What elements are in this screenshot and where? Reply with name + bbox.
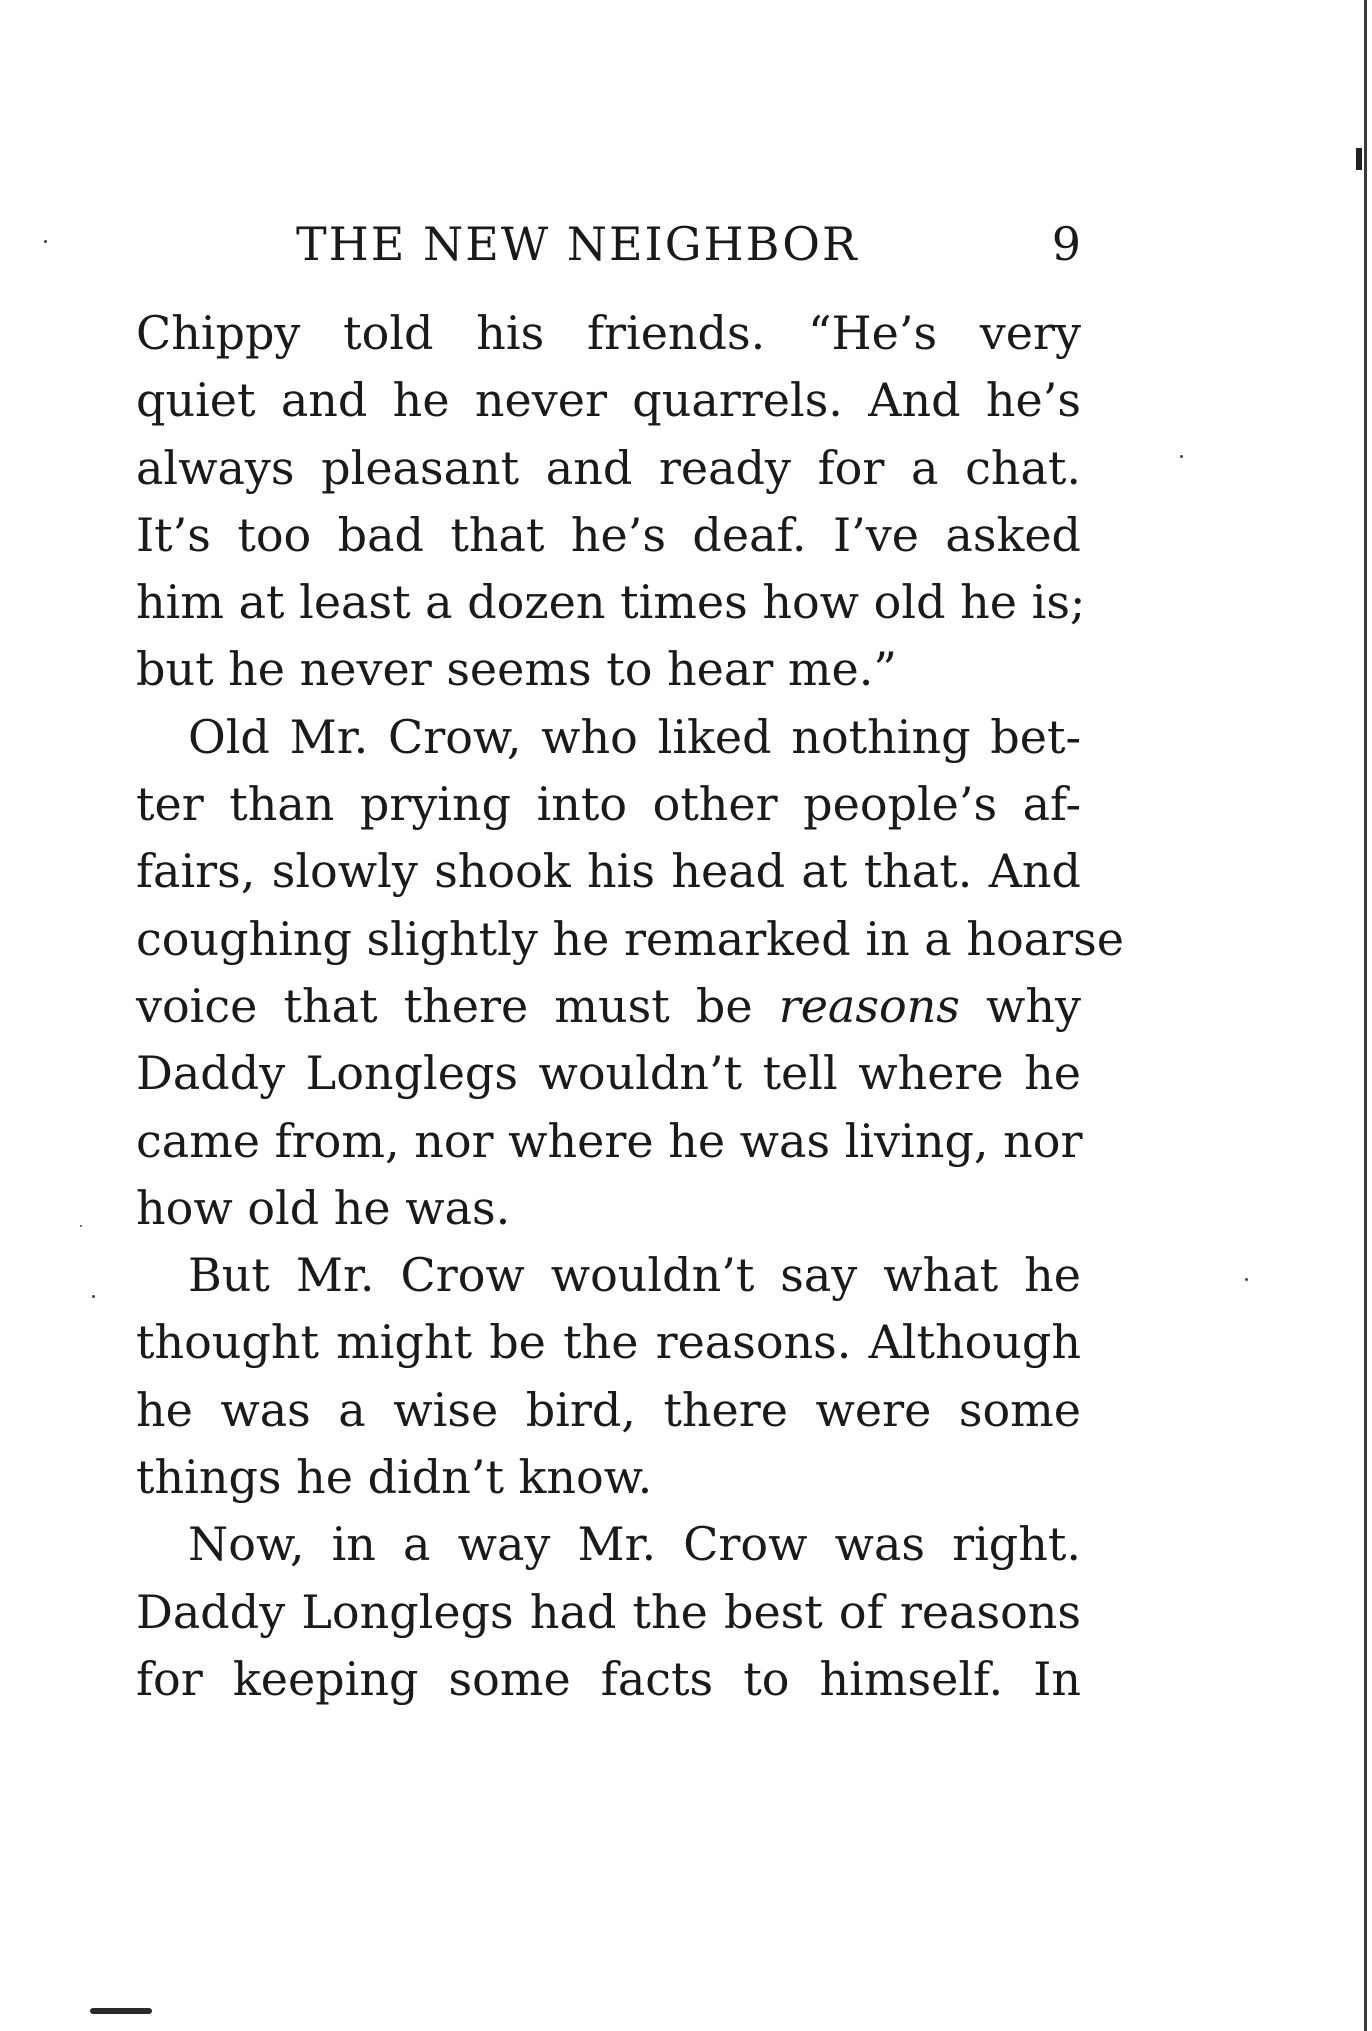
body-text	[136, 300, 1124, 1713]
print-speck	[44, 240, 47, 243]
print-speck	[92, 1295, 95, 1298]
text-line: Now, in a way Mr. Crow was right.	[188, 1517, 1081, 1572]
text-line: Old Mr. Crow, who liked nothing bet-	[188, 709, 1081, 764]
text-line: he was a wise bird, there were some	[136, 1382, 1081, 1437]
text-line: things he didn’t know.	[136, 1450, 653, 1505]
text-line: It’s too bad that he’s deaf. I’ve asked	[136, 507, 1081, 562]
print-speck	[1180, 455, 1183, 458]
text-line: quiet and he never quarrels. And he’s	[136, 373, 1081, 428]
text-line: him at least a dozen times how old he is;	[136, 575, 1086, 630]
print-speck	[80, 1225, 82, 1227]
text-line: for keeping some facts to himself. In	[136, 1651, 1081, 1706]
italic-word: reasons	[778, 978, 960, 1033]
text-line: but he never seems to hear me.”	[136, 642, 897, 697]
text-line: came from, nor where he was living, nor	[136, 1113, 1083, 1168]
print-speck	[1245, 1278, 1248, 1281]
text-line: But Mr. Crow wouldn’t say what he	[188, 1248, 1081, 1303]
text-line: ter than prying into other people’s af-	[136, 777, 1081, 832]
text-line: coughing slightly he remarked in a hoarse	[136, 911, 1124, 966]
text-line: always pleasant and ready for a chat.	[136, 440, 1081, 495]
print-smudge	[90, 2008, 152, 2014]
text-line: fairs, slowly shook his head at that. And	[136, 844, 1081, 899]
text-line: Chippy told his friends. “He’s very	[136, 306, 1081, 360]
text-segment: why	[959, 978, 1082, 1033]
edge-mark	[1356, 148, 1362, 170]
text-line: Daddy Longlegs had the best of reasons	[136, 1584, 1081, 1639]
text-segment: voice that there must be	[136, 978, 779, 1033]
page-number: 9	[1051, 217, 1081, 271]
text-line: how old he was.	[136, 1180, 511, 1235]
text-line: thought might be the reasons. Although	[136, 1315, 1081, 1370]
text-line: Daddy Longlegs wouldn’t tell where he	[136, 1046, 1081, 1101]
page-header	[136, 212, 1081, 276]
text-line	[136, 973, 1081, 1040]
page-edge	[1364, 0, 1367, 2031]
running-head: THE NEW NEIGHBOR	[296, 217, 859, 271]
